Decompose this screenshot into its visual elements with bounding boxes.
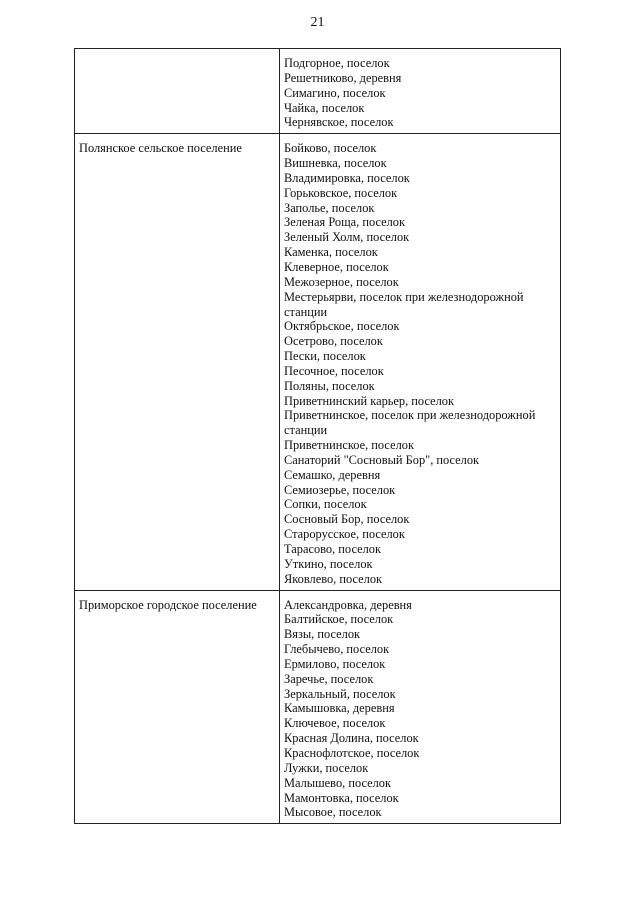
locality-item: Решетниково, деревня xyxy=(284,70,402,85)
locality-item: Мамонтовка, поселок xyxy=(284,790,399,805)
locality-item: Тарасово, поселок xyxy=(284,542,381,556)
localities-cell xyxy=(280,134,561,590)
locality-item: Камышовка, деревня xyxy=(284,701,395,716)
locality-item: Ключевое, поселок xyxy=(284,716,386,731)
locality-item: Приветнинское, поселок при железнодорожной станции xyxy=(284,408,536,438)
locality-item: Каменка, поселок xyxy=(284,245,378,260)
municipality-name: Приморское городское поселение xyxy=(79,597,257,612)
locality-item: Александровка, деревня xyxy=(284,597,412,612)
locality-item: Ермилово, поселок xyxy=(284,656,386,671)
locality-item: Красная Долина, поселок xyxy=(284,731,419,746)
locality-item: Осетрово, поселок xyxy=(284,334,383,349)
locality-item: Симагино, поселок xyxy=(284,85,386,100)
locality-item: Заречье, поселок xyxy=(284,671,374,686)
locality-item: Семашко, деревня xyxy=(284,467,381,482)
locality-item: Зеленая Роща, поселок xyxy=(284,215,406,230)
locality-item: Владимировка, поселок xyxy=(284,170,410,185)
locality-item: Малышево, поселок xyxy=(284,775,392,790)
settlements-table xyxy=(74,48,561,824)
locality-item: Вязы, поселок xyxy=(284,627,361,642)
locality-item: Мысовое, поселок xyxy=(284,805,382,820)
locality-item: Старорусское, поселок xyxy=(284,527,405,542)
locality-item: Яковлево, поселок xyxy=(284,571,383,586)
locality-item: Краснофлотское, поселок xyxy=(284,745,420,760)
locality-item: Семиозерье, поселок xyxy=(284,482,396,497)
locality-item: Подгорное, поселок xyxy=(284,56,390,70)
locality-item: Бойково, поселок xyxy=(284,141,377,156)
locality-item: Приветнинский карьер, поселок xyxy=(284,393,454,408)
locality-item: Горьковское, поселок xyxy=(284,185,398,200)
locality-item: Сопки, поселок xyxy=(284,497,367,512)
table-row xyxy=(75,134,561,590)
locality-item: Октябрьское, поселок xyxy=(284,319,400,334)
locality-item: Песочное, поселок xyxy=(284,363,384,378)
locality-item: Уткино, поселок xyxy=(284,556,373,571)
locality-item: Поляны, поселок xyxy=(284,378,375,393)
locality-item: Местерьярви, поселок при железнодорожной станции xyxy=(284,289,524,319)
locality-item: Лужки, поселок xyxy=(284,760,369,775)
locality-item: Заполье, поселок xyxy=(284,200,375,215)
locality-item: Зеленый Холм, поселок xyxy=(284,230,410,245)
municipality-name: Полянское сельское поселение xyxy=(79,141,242,156)
locality-item: Чернявское, поселок xyxy=(284,115,394,130)
locality-item: Пески, поселок xyxy=(284,349,366,364)
municipality-cell xyxy=(75,590,280,824)
locality-item: Сосновый Бор, поселок xyxy=(284,512,410,527)
locality-item: Глебычево, поселок xyxy=(284,642,390,657)
table-row xyxy=(75,49,561,134)
settlements-table-body xyxy=(75,49,561,824)
localities-cell xyxy=(280,49,561,134)
page-number: 21 xyxy=(310,15,325,30)
locality-item: Вишневка, поселок xyxy=(284,156,387,171)
municipality-cell xyxy=(75,49,280,134)
locality-item: Балтийское, поселок xyxy=(284,612,394,627)
locality-item: Санаторий "Сосновый Бор", поселок xyxy=(284,452,480,467)
locality-item: Приветнинское, поселок xyxy=(284,438,414,453)
locality-item: Клеверное, поселок xyxy=(284,259,389,274)
localities-cell xyxy=(280,590,561,824)
table-row xyxy=(75,590,561,824)
locality-item: Межозерное, поселок xyxy=(284,274,399,289)
locality-item: Чайка, поселок xyxy=(284,100,365,115)
locality-item: Зеркальный, поселок xyxy=(284,686,396,701)
municipality-cell xyxy=(75,134,280,590)
